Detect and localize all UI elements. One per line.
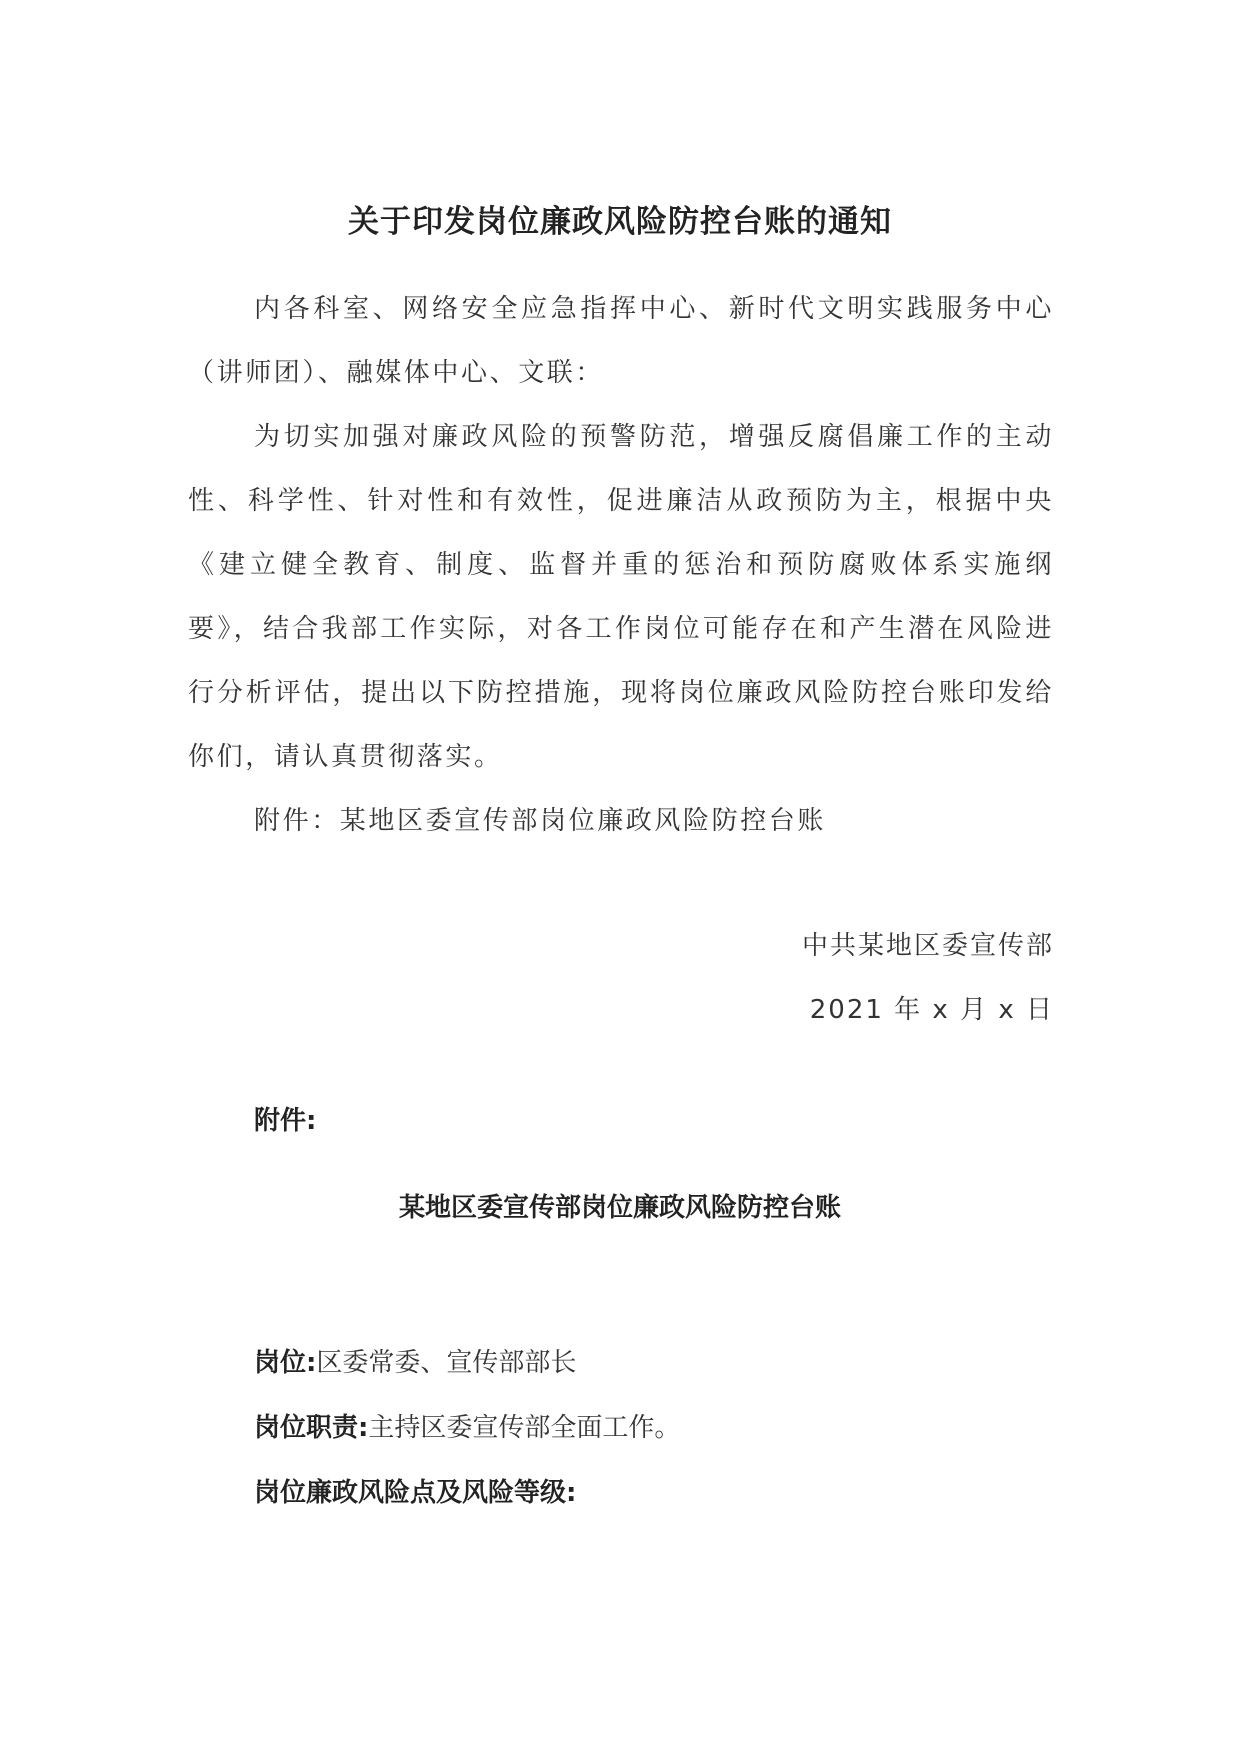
- post-label: 岗位:: [254, 1348, 317, 1378]
- annex-label: 附件:: [254, 1106, 317, 1136]
- duty-value: 主持区委宣传部全面工作。: [368, 1413, 681, 1443]
- post-value: 区委常委、宣传部部长: [316, 1348, 577, 1378]
- issue-date: 2021 年 x 月 x 日: [809, 995, 1054, 1025]
- risk-label: 岗位廉政风险点及风险等级:: [254, 1478, 577, 1508]
- annex-title: 某地区委宣传部岗位廉政风险防控台账: [398, 1193, 841, 1223]
- duty-field: [254, 1407, 680, 1444]
- addressee-paragraph: [188, 277, 1054, 405]
- addressee-text: 内各科室、网络安全应急指挥中心、新时代文明实践服务中心（讲师团）、融媒体中心、文联：: [188, 294, 1054, 388]
- document-title: 关于印发岗位廉政风险防控台账的通知: [348, 204, 892, 240]
- attachment-reference-text: 附件：某地区委宣传部岗位廉政风险防控台账: [254, 806, 827, 836]
- body-text: 为切实加强对廉政风险的预警防范，增强反腐倡廉工作的主动性、科学性、针对性和有效性，促进廉洁从政预防为主，根据中央《建立健全教育、制度、监督并重的惩治和预防腐败体系实施纲要》，结合我部工作实际，对各工作岗位可能存在和产生潜在风险进行分析评估，提出以下防控措施，现将岗位廉政风险防控台账印发给你们，请认真贯彻落实。: [188, 422, 1054, 772]
- risk-field: [254, 1472, 576, 1509]
- post-field: [254, 1342, 576, 1379]
- duty-label: 岗位职责:: [254, 1413, 369, 1443]
- attachment-reference: [188, 789, 1054, 853]
- signer: 中共某地区委宣传部: [801, 931, 1054, 961]
- body-paragraph: [188, 405, 1054, 789]
